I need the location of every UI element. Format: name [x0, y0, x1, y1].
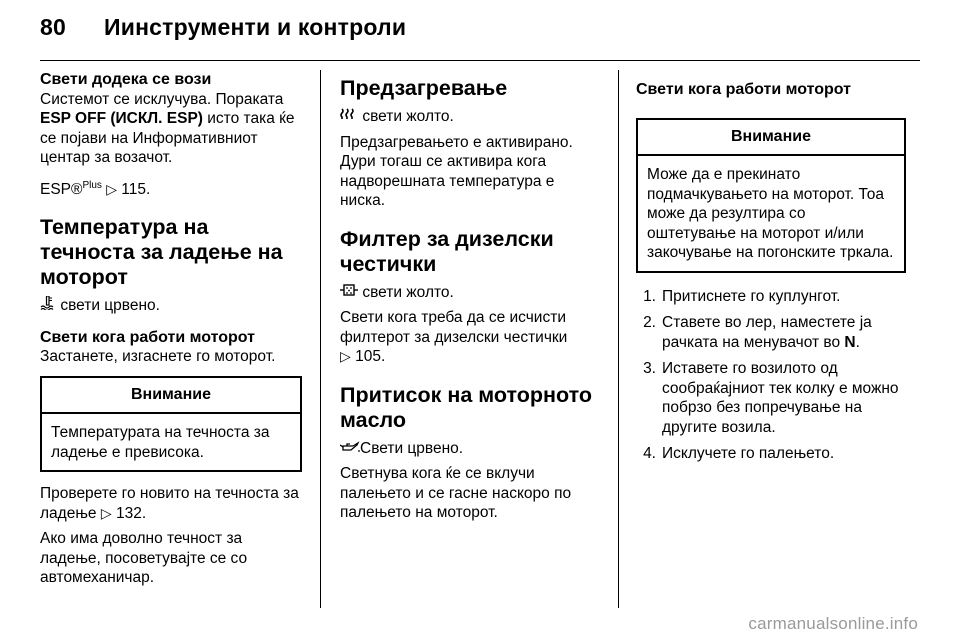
gear-letter: N	[844, 333, 856, 351]
oil-can-icon	[340, 439, 360, 459]
reference-arrow-icon: ▷	[340, 348, 351, 364]
page-reference[interactable]: 132.	[115, 504, 147, 522]
caution-box	[636, 118, 906, 273]
text: .	[855, 333, 860, 351]
step-list	[636, 287, 906, 464]
paragraph: Ако има доволно течност за ладење, посоветувајте се со автомеханичар.	[40, 530, 248, 587]
step-number: 3.	[643, 360, 656, 377]
section-heading: Свети додека се вози	[40, 71, 212, 88]
text: свети црвено.	[60, 297, 160, 315]
paragraph: Застанете, изгаснете го моторот.	[40, 348, 276, 366]
caution-title: Внимание	[638, 120, 904, 157]
diesel-particle-filter-icon	[340, 283, 358, 303]
section-heading: Свети кога работи моторот	[40, 328, 255, 346]
text: свети жолто.	[362, 108, 454, 125]
paragraph: Предзагревањето е активирано. Дури тогаш се активира кога надворешната температура е ниска.	[340, 133, 573, 209]
list-item	[636, 313, 906, 352]
list-item	[636, 287, 906, 307]
step-text: Притиснете го куплунгот.	[662, 287, 841, 305]
section-heading: Свети кога работи моторот	[636, 81, 851, 98]
column-2	[340, 70, 598, 523]
step-number: 4.	[643, 445, 656, 462]
caution-body: Може да е прекинато подмачкувањето на моторот. Тоа може да резултира со оштетување на моторот и/или закочување на погонските тркала.	[647, 166, 894, 261]
text: Ставете во лер, наместете ја рачката на менувачот во	[662, 314, 872, 351]
section-heading: Температура на течноста за ладење на моторот	[40, 215, 283, 290]
list-item	[636, 444, 906, 464]
reference-line	[40, 176, 302, 200]
text: Свети кога треба да се исчисти филтерот за дизелски честички	[340, 309, 568, 346]
page-reference[interactable]: 115.	[121, 180, 151, 198]
column-1	[40, 70, 302, 588]
paragraph	[340, 308, 598, 367]
watermark: carmanualsonline.info	[748, 614, 918, 633]
coolant-temperature-icon	[40, 296, 56, 316]
section-heading: Предзагревање	[340, 76, 508, 100]
step-text: Исклучете го палењето.	[662, 445, 835, 462]
step-text	[662, 313, 906, 352]
page-reference[interactable]: 105.	[355, 348, 386, 365]
page-header	[40, 14, 406, 41]
header-rule	[40, 60, 920, 61]
text: ESP®	[40, 180, 83, 198]
step-number: 1.	[643, 287, 656, 305]
paragraph	[40, 90, 302, 168]
reference-arrow-icon: ▷	[100, 504, 112, 521]
paragraph: Светнува кога ќе се вклучи палењето и се гасне наскоро по палењето на моторот.	[340, 465, 572, 521]
step-number: 2.	[643, 314, 656, 331]
section-heading: Притисок на моторното масло	[340, 382, 592, 432]
column-divider-2	[618, 70, 619, 608]
page-number: 80	[40, 14, 66, 40]
text: Системот се исклучува. Пораката	[40, 90, 284, 108]
paragraph	[340, 283, 598, 303]
text: свети жолто.	[362, 283, 454, 301]
text: исто така ќе се појави на Информативниот центар за возачот.	[40, 110, 295, 166]
superscript: Plus	[82, 179, 102, 191]
page-title: Иинструменти и контроли	[104, 14, 407, 40]
paragraph	[40, 484, 302, 523]
paragraph	[340, 107, 598, 127]
paragraph	[340, 439, 598, 459]
reference-arrow-icon: ▷	[106, 180, 117, 197]
section-heading: Филтер за дизелски честички	[340, 226, 554, 276]
paragraph	[40, 296, 302, 316]
step-text: Иставете го возилото од сообраќајниот тек колку е можно побрзо без попречување на другите возила.	[662, 360, 899, 436]
list-item	[636, 359, 906, 437]
glow-plug-icon	[340, 107, 358, 127]
caution-title: Внимание	[42, 378, 300, 415]
text: Проверете го новито на течноста за ладење	[40, 485, 299, 522]
message-text: ESP OFF (ИСКЛ. ESP)	[40, 110, 203, 127]
caution-body: Температурата на течноста за ладење е превисока.	[51, 424, 270, 461]
column-3	[636, 70, 906, 471]
caution-box	[40, 376, 302, 473]
column-divider-1	[320, 70, 321, 608]
text: Свети црвено.	[360, 439, 464, 457]
